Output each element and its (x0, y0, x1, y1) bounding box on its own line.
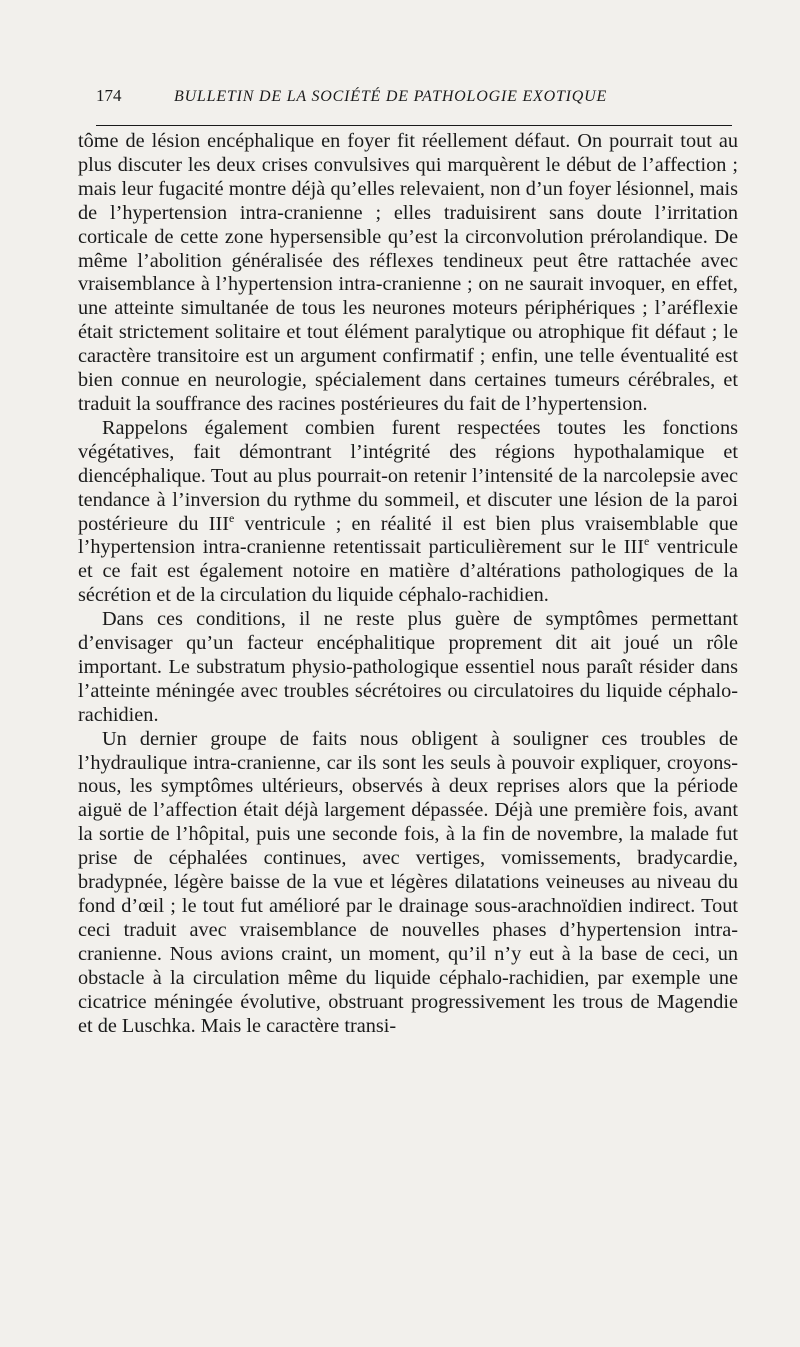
running-header (96, 86, 728, 116)
header-rule (96, 125, 732, 126)
page-number: 174 (96, 86, 122, 105)
paragraph (78, 417, 738, 608)
superscript: e (228, 510, 235, 525)
journal-title: BULLETIN DE LA SOCIÉTÉ DE PATHOLOGIE EXOTIQUE (174, 88, 608, 105)
paragraph: Un dernier groupe de faits nous obligent à souligner ces troubles de l’hydraulique intra-cranienne, car ils sont les seuls à pouvoir expliquer, croyons-nous, les symptômes ultérieurs, observés à deux reprises alors que la période aiguë de l’affection était déjà largement dépassée. Déjà une première fois, avant la sortie de l’hôpital, puis une seconde fois, à la fin de novembre, la malade fut prise de céphalées continues, avec vertiges, vomissements, bradycardie, bradypnée, légère baisse de la vue et légères dilatations veineuses au niveau du fond d’œil ; le tout fut amélioré par le drainage sous-arachnoïdien indirect. Tout ceci traduit avec vraisemblance de nouvelles phases d’hypertension intra-cranienne. Nous avions craint, un moment, qu’il n’y eut à la base de ceci, un obstacle à la circulation même du liquide céphalo-rachidien, par exemple une cicatrice méningée évolutive, obstruant progressivement les trous de Magendie et de Luschka. Mais le caractère transi- (78, 727, 738, 1037)
superscript: e (643, 534, 650, 549)
text-run: Rappelons également combien furent respectées toutes les fonctions végétatives, fait démontrant l’intégrité des régions hypothalamique et diencéphalique. Tout au plus pourrait-on retenir l’intensité de la narcolepsie avec tendance à l’inversion du rythme du sommeil, et discuter une lésion de la paroi postérieure du III (78, 416, 738, 535)
paragraph-continued: tôme de lésion encéphalique en foyer fit réellement défaut. On pourrait tout au plus discuter les deux crises convulsives qui marquèrent le début de l’affection ; mais leur fugacité montre déjà qu’elles relevaient, non d’un foyer lésionnel, mais de l’hypertension intra-cranienne ; elles traduisirent sans doute l’irritation corticale de cette zone hypersensible qu’est la circonvolution prérolandique. De même l’abolition généralisée des réflexes tendineux peut être rattachée avec vraisemblance à l’hypertension intra-cranienne ; on ne saurait invoquer, en effet, une atteinte simultanée de tous les neurones moteurs périphériques ; l’aréflexie était strictement solitaire et tout élément paralytique ou atrophique fit défaut ; le caractère transitoire est un argument confirmatif ; enfin, une telle éventualité est bien connue en neurologie, spécialement dans certaines tumeurs cérébrales, et traduit la souffrance des racines postérieures du fait de l’hypertension. (78, 130, 738, 415)
text-run: ventricule et ce fait est également notoire en matière d’altérations pathologiques de la sécrétion et de la circulation du liquide céphalo-rachidien. (78, 536, 739, 607)
paragraph: Dans ces conditions, il ne reste plus guère de symptômes permettant d’envisager qu’un facteur encéphalitique proprement dit ait joué un rôle important. Le substratum physio-pathologique essentiel nous paraît résider dans l’atteinte méningée avec troubles sécrétoires ou circulatoires du liquide céphalo-rachidien. (78, 608, 738, 726)
body-text (78, 130, 738, 1038)
text-run: ventricule ; en réalité il est bien plus vraisemblable que l’hypertension intra-cranienne retentissait particulièrement sur le III (78, 512, 739, 559)
